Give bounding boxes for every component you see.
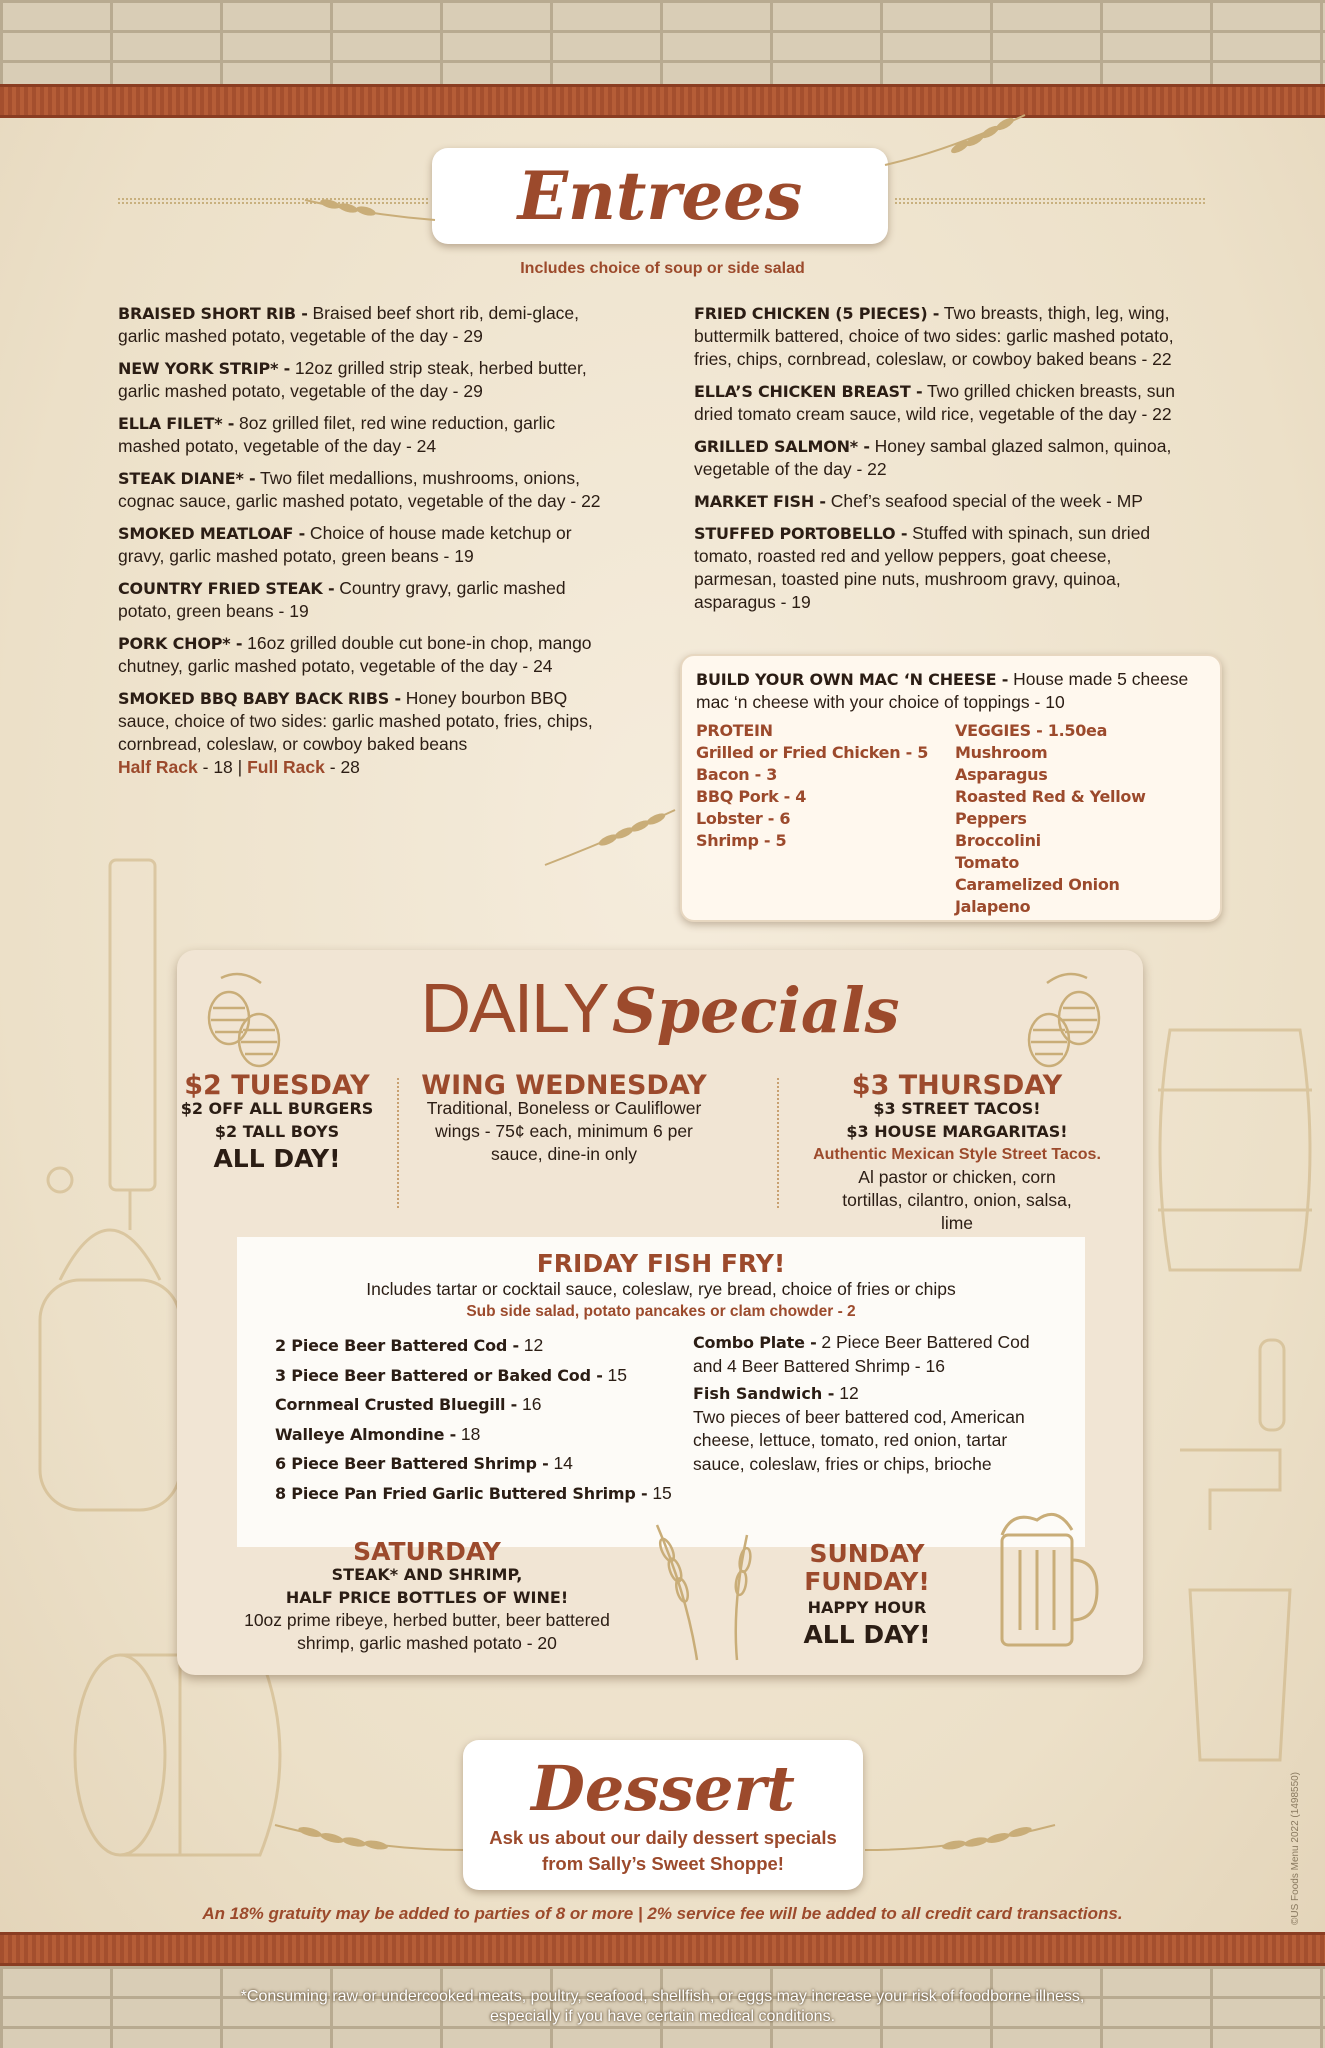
menu-item: GRILLED SALMON* - Honey sambal glazed salmon, quinoa, vegetable of the day - 22 bbox=[694, 436, 1172, 479]
list-item: 6 Piece Beer Battered Shrimp - 14 bbox=[275, 1453, 573, 1473]
dessert-box: Dessert Ask us about our daily dessert specials from Sally’s Sweet Shoppe! bbox=[463, 1740, 863, 1890]
menu-item: COUNTRY FRIED STEAK - Country gravy, garlic mashed potato, green beans - 19 bbox=[118, 578, 566, 621]
list-item: Shrimp - 5 bbox=[696, 831, 787, 850]
list-item: 3 Piece Beer Battered or Baked Cod - 15 bbox=[275, 1364, 627, 1385]
list-item: 2 Piece Beer Battered Cod - 12 bbox=[275, 1335, 544, 1355]
brick-wall-top bbox=[0, 0, 1325, 84]
beer-mug-icon bbox=[992, 1505, 1102, 1655]
wheat-icon bbox=[637, 1515, 767, 1665]
list-item: Asparagus bbox=[954, 765, 1048, 784]
keg-sketch bbox=[1150, 1010, 1320, 1290]
wheat-icon bbox=[540, 800, 680, 870]
entrees-note: Includes choice of soup or side salad bbox=[520, 260, 805, 277]
veggies-list bbox=[955, 720, 1206, 918]
copyright: ©US Foods Menu 2022 (1498550) bbox=[1290, 1771, 1301, 1925]
ribs-prices: Half Rack - 18 | Full Rack - 28 bbox=[118, 757, 360, 777]
list-item: Walleye Almondine - 18 bbox=[275, 1423, 481, 1444]
list-item: Jalapeno bbox=[954, 897, 1031, 916]
menu-item: BRAISED SHORT RIB - Braised beef short rib, demi-glace, garlic mashed potato, vegetable of the day - 29 bbox=[118, 303, 580, 346]
mac-n-cheese-box bbox=[680, 654, 1222, 922]
menu-item: SMOKED BBQ BABY BACK RIBS - Honey bourbon BBQ sauce, choice of two sides: garlic mashed potato, fries, chips, cornbread, coleslaw, or cowboy baked beans bbox=[118, 688, 593, 754]
list-item: Mushroom bbox=[954, 743, 1048, 762]
wheat-icon bbox=[860, 1810, 1060, 1870]
menu-item: STUFFED PORTOBELLO - Stuffed with spinach, sun dried tomato, roasted red and yellow peppers, goat cheese, parmesan, toasted pine nuts, mushroom gravy, quinoa, asparagus - 19 bbox=[694, 523, 1151, 612]
menu-item: STEAK DIANE* - Two filet medallions, mushrooms, onions, cognac sauce, garlic mashed potato, vegetable of the day - 22 bbox=[118, 468, 601, 511]
daily-specials-title bbox=[177, 968, 1143, 1048]
menu-item: ELLA FILET* - 8oz grilled filet, red wine reduction, garlic mashed potato, vegetable of the day - 24 bbox=[118, 413, 556, 456]
bottom-stripe bbox=[0, 1932, 1325, 1966]
protein-heading: PROTEIN bbox=[696, 721, 773, 740]
list-item: Lobster - 6 bbox=[696, 809, 791, 828]
list-item: Cornmeal Crusted Bluegill - 16 bbox=[275, 1394, 542, 1414]
menu-item: PORK CHOP* - 16oz grilled double cut bone-in chop, mango chutney, garlic mashed potato, vegetable of the day - 24 bbox=[118, 633, 592, 676]
list-item: Caramelized Onion bbox=[954, 875, 1120, 894]
thursday-heading: $3 THURSDAY bbox=[851, 1070, 1063, 1101]
brewing-equipment-sketch bbox=[20, 850, 200, 1570]
fish-sandwich: Fish Sandwich - 12 bbox=[693, 1383, 859, 1403]
menu-item: MARKET FISH - Chef’s seafood special of the week - MP bbox=[694, 491, 1143, 511]
entrees-title-box bbox=[432, 148, 888, 244]
list-item: Roasted Red & Yellow Peppers bbox=[954, 787, 1146, 828]
daily-title-word: DAILY bbox=[420, 969, 608, 1047]
entrees-left-column bbox=[118, 302, 608, 788]
dessert-title: Dessert bbox=[531, 1752, 795, 1825]
list-item: Bacon - 3 bbox=[696, 765, 778, 784]
divider bbox=[397, 1078, 399, 1208]
saturday-special: SATURDAY STEAK* AND SHRIMP, HALF PRICE BOTTLES OF WINE! 10oz prime ribeye, herbed butter, beer battered shrimp, garlic mashed potato - 20 bbox=[217, 1540, 637, 1655]
sunday-heading: SUNDAY bbox=[809, 1539, 925, 1568]
saturday-heading: SATURDAY bbox=[353, 1537, 501, 1566]
daily-specials-panel bbox=[177, 950, 1143, 1675]
menu-item: SMOKED MEATLOAF - Choice of house made ketchup or gravy, garlic mashed potato, green beans - 19 bbox=[118, 523, 572, 566]
entrees-divider-right bbox=[895, 198, 1205, 204]
menu-item: ELLA’S CHICKEN BREAST - Two grilled chicken breasts, sun dried tomato cream sauce, wild rice, vegetable of the day - 22 bbox=[694, 381, 1175, 424]
thursday-special: $3 THURSDAY $3 STREET TACOS! $3 HOUSE MARGARITAS! Authentic Mexican Style Street Tacos. Al pastor or chicken, corn tortillas, cilantro, onion, salsa, lime bbox=[787, 1074, 1127, 1235]
wednesday-special: WING WEDNESDAY Traditional, Boneless or Cauliflower wings - 75¢ each, minimum 6 per sauce, dine-in only bbox=[409, 1074, 719, 1166]
friday-heading: FRIDAY FISH FRY! bbox=[536, 1249, 786, 1278]
wheat-icon bbox=[880, 110, 1030, 170]
list-item: Broccolini bbox=[954, 831, 1041, 850]
list-item: BBQ Pork - 4 bbox=[696, 787, 807, 806]
combo-plate: Combo Plate - 2 Piece Beer Battered Cod and 4 Beer Battered Shrimp - 16 bbox=[693, 1332, 1030, 1376]
wednesday-heading: WING WEDNESDAY bbox=[421, 1070, 707, 1101]
menu-item: NEW YORK STRIP* - 12oz grilled strip steak, herbed butter, garlic mashed potato, vegetable of the day - 29 bbox=[118, 358, 587, 401]
entrees-title: Entrees bbox=[517, 157, 803, 235]
friday-fish-fry-box: FRIDAY FISH FRY! Includes tartar or cocktail sauce, coleslaw, rye bread, choice of fries or chips Sub side salad, potato pancakes or clam chowder - 2 2 Piece Beer Battered Cod - 12 3 Piece Beer Battered or Baked Cod - 15 Cornmeal Crusted Bluegill - 16 Walleye Almondine - 18 6 Piece Beer Battered Shrimp - 14 8 Piece Pan Fried Garlic Buttered Shrimp - 15 Combo Plate - 2 Piece Beer Battered Cod and 4 Beer Battered Shrimp - 16 Fish Sandwich - 12 Two pieces of beer battered cod, American cheese, lettuce, tomato, red onion, tartar sauce, coleslaw, fries or chips, brioche bbox=[237, 1237, 1085, 1547]
fish-list-left bbox=[275, 1331, 675, 1508]
list-item: 8 Piece Pan Fried Garlic Buttered Shrimp - 15 bbox=[275, 1482, 672, 1503]
menu-item: FRIED CHICKEN (5 PIECES) - Two breasts, thigh, leg, wing, buttermilk battered, choice of two sides: garlic mashed potato, fries, chips, cornbread, coleslaw, or cowboy baked beans - 22 bbox=[694, 303, 1174, 369]
tuesday-special: $2 TUESDAY $2 OFF ALL BURGERS $2 TALL BOYS ALL DAY! bbox=[177, 1074, 377, 1170]
list-item: Grilled or Fried Chicken - 5 bbox=[696, 743, 929, 762]
protein-list bbox=[696, 720, 955, 918]
wheat-icon bbox=[300, 190, 440, 230]
food-safety-disclaimer: *Consuming raw or undercooked meats, poultry, seafood, shellfish, or eggs may increase your risk of foodborne illness, especially if you have certain medical conditions. bbox=[240, 1988, 1085, 2025]
wheat-icon bbox=[270, 1810, 470, 1870]
top-stripe bbox=[0, 84, 1325, 118]
sunday-special: SUNDAY FUNDAY! HAPPY HOUR ALL DAY! bbox=[797, 1540, 937, 1646]
beer-tap-sketch bbox=[1150, 1330, 1320, 1770]
entrees-right-column bbox=[694, 302, 1194, 623]
fish-list-right: Combo Plate - 2 Piece Beer Battered Cod and 4 Beer Battered Shrimp - 16 Fish Sandwich - 12 Two pieces of beer battered cod, American cheese, lettuce, tomato, red onion, tartar sauce, coleslaw, fries or chips, brioche bbox=[693, 1331, 1063, 1476]
tuesday-heading: $2 TUESDAY bbox=[184, 1070, 370, 1101]
list-item: Tomato bbox=[954, 853, 1020, 872]
divider bbox=[777, 1078, 779, 1208]
mac-n-cheese-item: BUILD YOUR OWN MAC ‘N CHEESE - House made 5 cheese mac ‘n cheese with your choice of toppings - 10 bbox=[696, 669, 1189, 712]
specials-title-word: Specials bbox=[612, 974, 900, 1047]
veggies-heading: VEGGIES - 1.50ea bbox=[954, 721, 1108, 740]
gratuity-note: An 18% gratuity may be added to parties of 8 or more | 2% service fee will be added to all credit card transactions. bbox=[202, 1904, 1123, 1923]
